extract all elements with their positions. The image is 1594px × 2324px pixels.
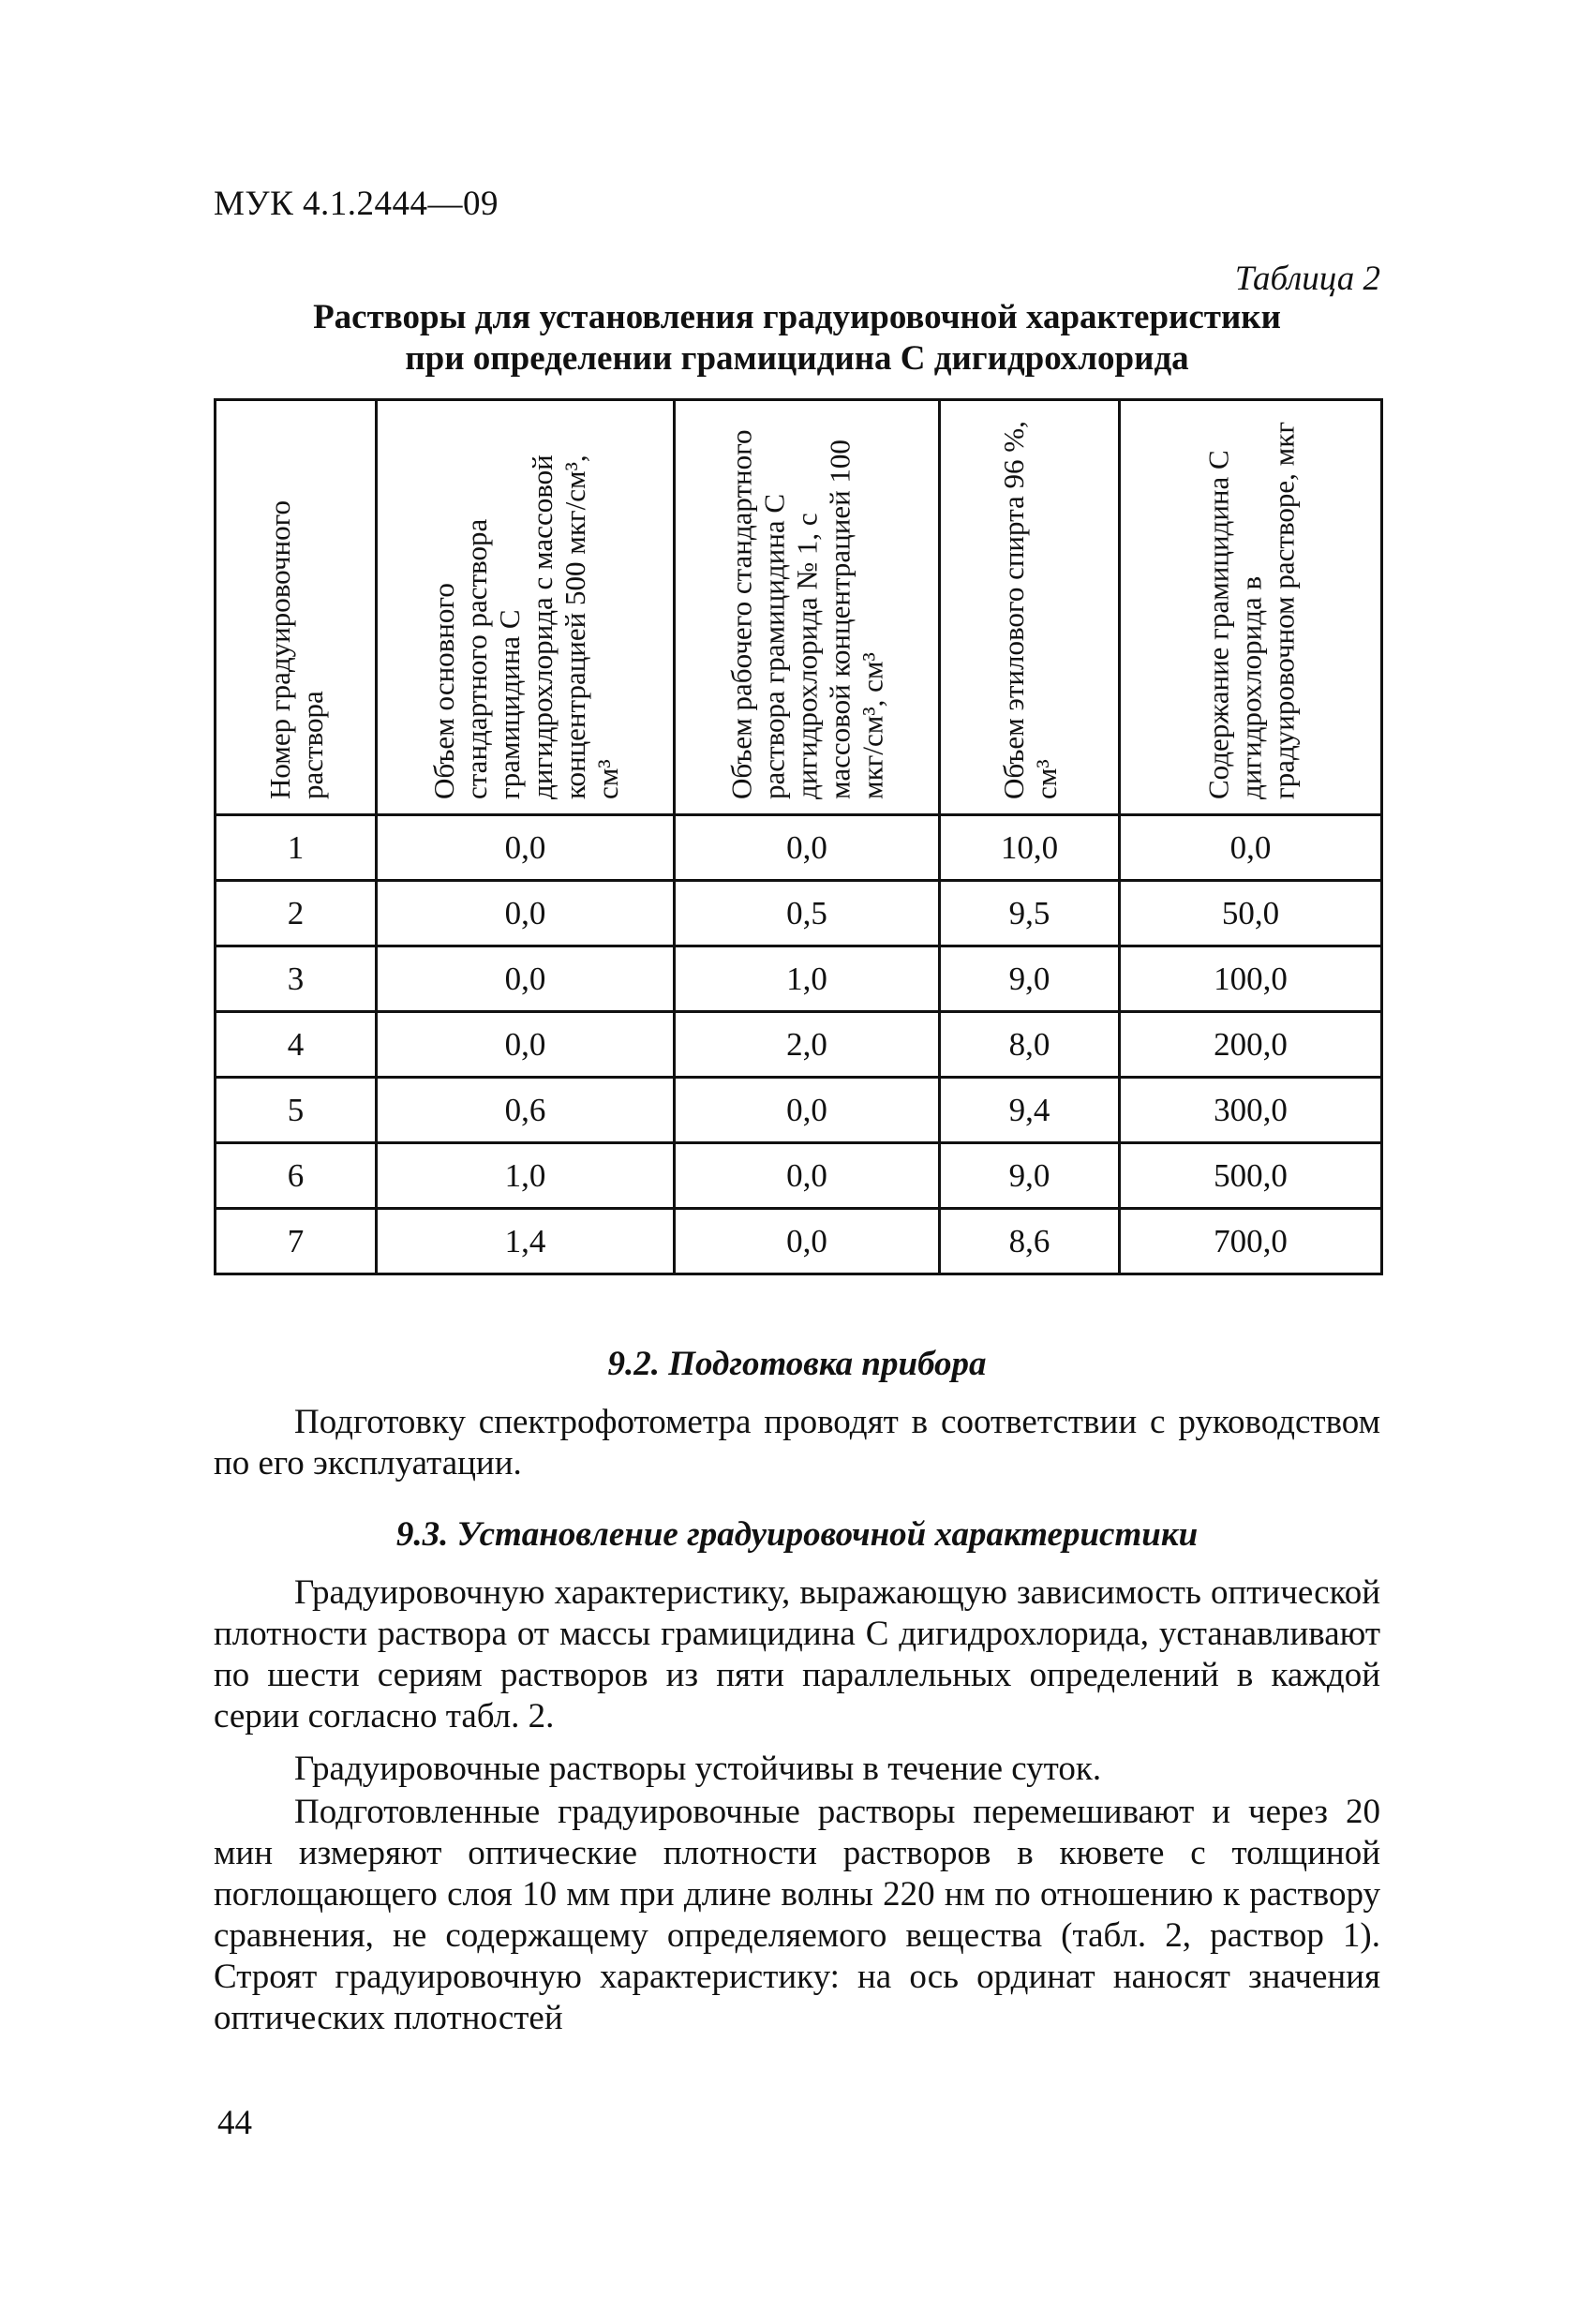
table-cell: 700,0 [1120, 1209, 1382, 1274]
calibration-table-container [214, 398, 1380, 1275]
table-title [214, 297, 1380, 380]
table-cell: 1 [216, 815, 377, 881]
paragraph: Подготовленные градуировочные растворы перемешивают и через 20 мин измеряют оптические плотности растворов в кювете с толщиной поглощающего слоя 10 мм при длине волны 220 нм по отношению к раствору сравнения, не содержащему определяемого вещества (табл. 2, раствор 1). Строят градуировочную характеристику: на ось ординат наносят значения оптических плотностей [214, 1793, 1380, 2037]
table-cell: 500,0 [1120, 1143, 1382, 1209]
table-cell: 8,6 [940, 1209, 1120, 1274]
table-cell: 3 [216, 946, 377, 1012]
table-cell: 0,0 [675, 1078, 940, 1143]
table-cell: 9,5 [940, 881, 1120, 946]
table-row [216, 881, 1382, 946]
table-cell: 0,0 [377, 946, 675, 1012]
table-cell: 0,0 [675, 1209, 940, 1274]
table-title-line1: Растворы для установления градуировочной характеристики [313, 298, 1281, 336]
table-cell: 50,0 [1120, 881, 1382, 946]
table-cell: 0,0 [675, 815, 940, 881]
table-cell: 300,0 [1120, 1078, 1382, 1143]
column-header [377, 400, 675, 815]
table-cell: 2 [216, 881, 377, 946]
table-cell: 9,4 [940, 1078, 1120, 1143]
table-cell: 100,0 [1120, 946, 1382, 1012]
column-header-label: Объем основного стандартного раствора грамицидина С дигидрохлорида с массовой концентрацией 500 мкг/см³, см³ [426, 454, 624, 799]
table-cell: 1,4 [377, 1209, 675, 1274]
table-cell: 6 [216, 1143, 377, 1209]
table-row [216, 1209, 1382, 1274]
column-header-label: Объем рабочего стандартного раствора грамицидина С дигидрохлорида № 1, с массовой концентрацией 100 мкг/см³, см³ [724, 429, 889, 799]
table-row [216, 815, 1382, 881]
document-header: МУК 4.1.2444—09 [214, 185, 499, 223]
calibration-table [214, 398, 1383, 1275]
table-row [216, 1012, 1382, 1078]
table-cell: 1,0 [377, 1143, 675, 1209]
table-cell: 0,0 [377, 815, 675, 881]
table-row [216, 946, 1382, 1012]
column-header-label: Номер градуировочного раствора [262, 499, 329, 799]
column-header [216, 400, 377, 815]
paragraph: Градуировочную характеристику, выражающую зависимость оптической плотности раствора от массы грамицидина С дигидрохлорида, устанавливают по шести сериям растворов из пяти параллельных определений в каждой серии согласно табл. 2. [214, 1573, 1380, 1736]
table-cell: 9,0 [940, 946, 1120, 1012]
table-cell: 200,0 [1120, 1012, 1382, 1078]
section-heading-9-3: 9.3. Установление градуировочной характеристики [395, 1515, 1199, 1554]
table-header-row [216, 400, 1382, 815]
table-cell: 0,6 [377, 1078, 675, 1143]
table-cell: 0,0 [377, 1012, 675, 1078]
column-header-label: Объем этилового спирта 96 %, см³ [996, 421, 1063, 799]
column-header [675, 400, 940, 815]
column-header-label: Содержание грамицидина С дигидрохлорида в градуировочном растворе, мкг [1201, 421, 1300, 799]
table-row [216, 1143, 1382, 1209]
table-cell: 10,0 [940, 815, 1120, 881]
table-cell: 8,0 [940, 1012, 1120, 1078]
table-cell: 4 [216, 1012, 377, 1078]
table-row [216, 1078, 1382, 1143]
section-heading-9-2: 9.2. Подготовка прибора [607, 1345, 987, 1383]
column-header [940, 400, 1120, 815]
table-cell: 0,0 [675, 1143, 940, 1209]
table-title-line2: при определении грамицидина С дигидрохлорида [405, 339, 1189, 378]
paragraph: Градуировочные растворы устойчивы в течение суток. [294, 1750, 1102, 1788]
table-cell: 5 [216, 1078, 377, 1143]
table-caption: Таблица 2 [1234, 260, 1380, 298]
table-cell: 0,0 [1120, 815, 1382, 881]
table-cell: 0,5 [675, 881, 940, 946]
page-number: 44 [217, 2104, 252, 2142]
table-cell: 2,0 [675, 1012, 940, 1078]
column-header [1120, 400, 1382, 815]
table-cell: 7 [216, 1209, 377, 1274]
paragraph: Подготовку спектрофотометра проводят в соответствии с руководством по его эксплуатации. [214, 1403, 1380, 1482]
table-cell: 9,0 [940, 1143, 1120, 1209]
table-cell: 0,0 [377, 881, 675, 946]
table-cell: 1,0 [675, 946, 940, 1012]
